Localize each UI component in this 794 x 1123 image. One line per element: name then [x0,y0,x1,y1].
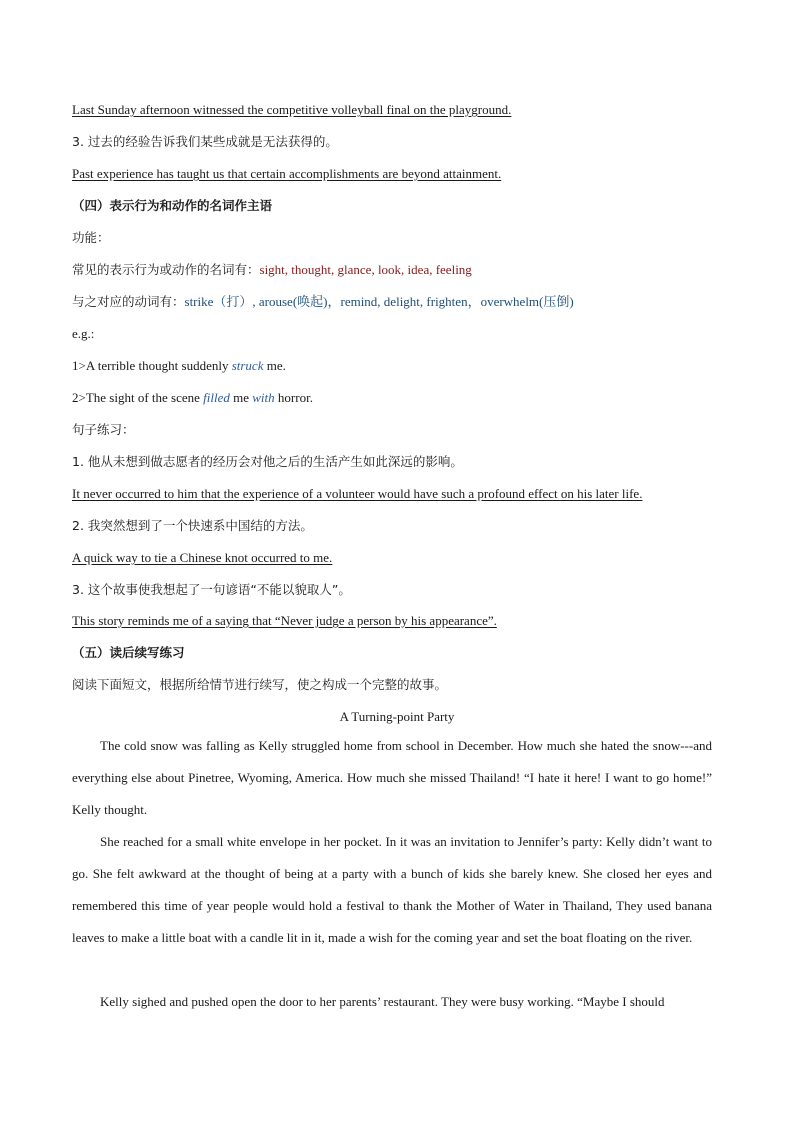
nouns-words: sight, thought, glance, look, idea, feeling [259,262,472,277]
practice-1-chinese: 1. 他从未想到做志愿者的经历会对他之后的生活产生如此深远的影响。 [72,454,463,469]
example-label: e.g.: [72,326,95,341]
practice-1-answer: It never occurred to him that the experience of a volunteer would have such a profound effect on his later life. [72,486,643,501]
example-2-end: horror. [274,390,313,405]
story-paragraph-3: Kelly sighed and pushed open the door to her parents’ restaurant. They were busy working. “Maybe I should [100,994,665,1009]
nouns-line [72,261,472,279]
example-1-text: 1>A terrible thought suddenly [72,358,232,373]
function-label: 功能： [72,230,110,245]
example-1-verb: struck [231,358,264,373]
section-4-heading: （四）表示行为和动作的名词作主语 [72,198,273,213]
verbs-words: strike（打）, arouse(唤起)，remind, delight, frighten，overwhelm(压倒) [184,294,574,309]
answer-line-1: Last Sunday afternoon witnessed the competitive volleyball final on the playground. [72,102,512,117]
practice-3-chinese: 3. 这个故事使我想起了一句谚语“不能以貌取人”。 [72,582,351,597]
verbs-line [72,293,574,311]
answer-line-3: Past experience has taught us that certain accomplishments are beyond attainment. [72,166,502,181]
example-1-end: me. [263,358,286,373]
instruction-line: 阅读下面短文，根据所给情节进行续写，使之构成一个完整的故事。 [72,677,448,692]
nouns-prefix: 常见的表示行为或动作的名词有： [72,262,260,277]
exercise-3-chinese: 3. 过去的经验告诉我们某些成就是无法获得的。 [72,134,338,149]
example-1 [72,357,286,375]
practice-2-chinese: 2. 我突然想到了一个快速系中国结的方法。 [72,518,313,533]
practice-3-answer: This story reminds me of a saying that “Never judge a person by his appearance”. [72,613,497,628]
example-2-mid: me [229,390,253,405]
verbs-prefix: 与之对应的动词有： [72,294,185,309]
story-paragraph-2: She reached for a small white envelope in her pocket. In it was an invitation to Jennifer’s party: Kelly didn’t want to go. She felt awkward at the thought of being at a party with a bunch of kids she barely knew. She closed her eyes and remembered this time of year people would hold a festival to thank the Mother of Water in Thailand, They used banana leaves to make a little boat with a candle lit in it, made a wish for the coming year and set the boat floating on the river. [72,834,712,945]
story-paragraph-1: The cold snow was falling as Kelly struggled home from school in December. How much she hated the snow---and everything else about Pinetree, Wyoming, America. How much she missed Thailand! “I hate it here! I want to go home!” Kelly thought. [72,738,712,817]
section-5-heading: （五）读后续写练习 [72,645,185,660]
example-2 [72,389,313,407]
example-2-text: 2>The sight of the scene [72,390,204,405]
story-title: A Turning-point Party [339,709,455,724]
example-2-prep: with [252,390,275,405]
example-2-verb: filled [203,390,230,405]
practice-label: 句子练习： [72,422,135,437]
practice-2-answer: A quick way to tie a Chinese knot occurred to me. [72,550,333,565]
